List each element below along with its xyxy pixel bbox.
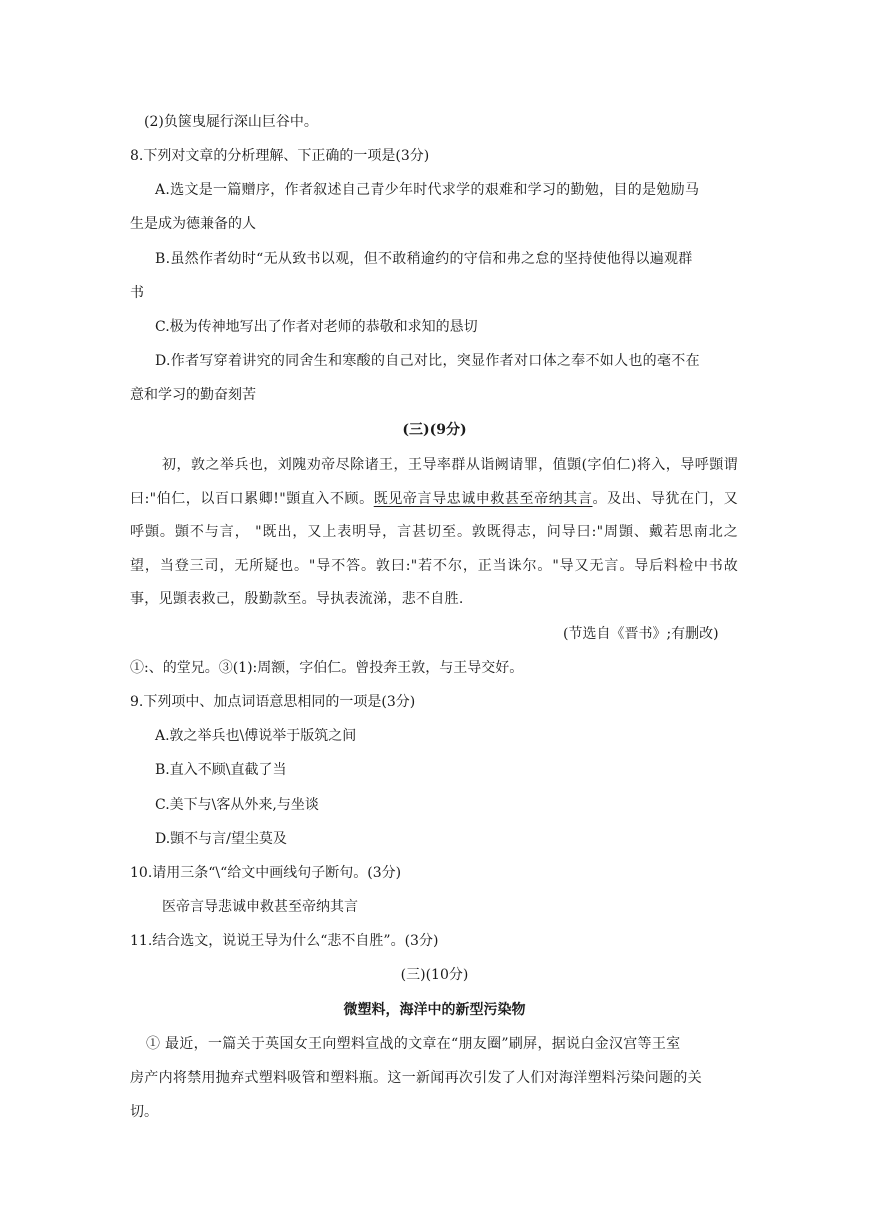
question-8-option-d-line-2: 意和学习的勤奋刻苦 [130, 387, 256, 403]
article-paragraph-1-line-2: 房产内将禁用抛弃式塑料吸管和塑料瓶。这一新闻再次引发了人们对海洋塑料污染问题的关 [130, 1070, 702, 1086]
article-paragraph-1-line-3: 切。 [130, 1104, 158, 1120]
question-9-option-d: D.顗不与言/望尘莫及 [155, 831, 287, 847]
question-9-option-b: B.直入不顾\直截了当 [155, 762, 287, 778]
question-10-sentence: 医帝言导悲诚申救甚至帝纳其言 [162, 899, 358, 915]
question-9-stem: 9.下列项中、加点词语意思相同的一项是(3分) [130, 694, 416, 710]
passage-underlined-sentence: 既见帝言导忠诚申救甚至帝纳其言 [373, 490, 593, 507]
question-8-stem: 8.下列对文章的分析理解、下正确的一项是(3分) [130, 148, 430, 164]
article-paragraph-1-line-1: ① 最近，一篇关于英国女王向塑料宣战的文章在“朋友圈”刷屏，据说白金汉宫等王室 [146, 1036, 681, 1052]
passage-text-part-2: 。及出、导犹在门，又呼顗。顗不与言， "既出，又上表明导，言甚切至。敦既得志，问导曰:"周顗、戴若思南北之望，当登三司，无所疑也。"导不答。敦曰:"若不尔，正当诛尔。"导又无言。导后料检中书故事，见顗表救己，殷勤款至。导执表流涕，悲不自胜. [130, 490, 739, 607]
question-8-option-d-line-1: D.作者写穿着讲究的同舍生和寒酸的自己对比，突显作者对口体之奉不如人也的毫不在 [155, 353, 700, 369]
section-3b-heading: (三)(10分) [400, 967, 469, 983]
question-11-stem: 11.结合选文，说说王导为什么“悲不自胜”。(3分) [130, 933, 439, 949]
question-9-option-c: C.美下与\客从外来,与坐谈 [155, 797, 319, 813]
section-3-heading: (三)(9分) [402, 422, 467, 438]
question-10-stem: 10.请用三条“\“给文中画线句子断句。(3分) [130, 865, 402, 881]
question-8-option-a-line-2: 生是成为德兼备的人 [130, 216, 256, 232]
question-9-option-a: A.敦之举兵也\傅说举于版筑之间 [155, 728, 357, 744]
question-8-option-b-line-2: 书 [130, 285, 144, 301]
passage-source: (节选自《晋书》;有删改) [563, 626, 719, 642]
article-title: 微塑料，海洋中的新型污染物 [343, 1002, 526, 1018]
question-8-option-b-line-1: B.虽然作者幼时“无从致书以观，但不敢稍逾约的守信和弗之怠的坚持使他得以遍观群 [155, 251, 693, 267]
passage-text-part-1: 初，敦之举兵也，刘隗劝帝尽除诸王，王导率群从诣阙请罪，值顗(字伯仁)将入，导呼顗谓曰:"伯仁，以百口累卿!"顗直入不顾。 [130, 457, 738, 507]
passage-notes: ①:、的堂兄。③(1):周额，字伯仁。曾投奔王敦，与王导交好。 [130, 660, 524, 676]
question-7-item-2: (2)负箧曳屣行深山巨谷中。 [144, 114, 318, 130]
classical-passage [130, 449, 738, 617]
question-8-option-c: C.极为传神地写出了作者对老师的恭敬和求知的恳切 [155, 319, 478, 335]
question-8-option-a-line-1: A.选文是一篇赠序，作者叙述自己青少年时代求学的艰难和学习的勤勉，目的是勉励马 [155, 182, 700, 198]
